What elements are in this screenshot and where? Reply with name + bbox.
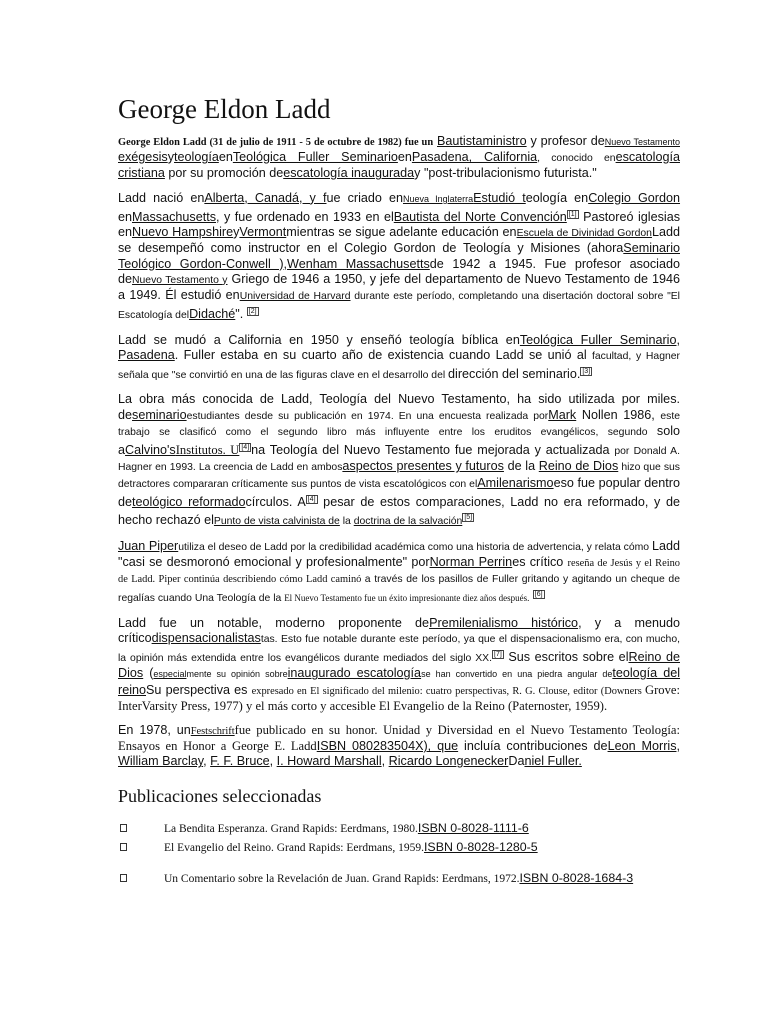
link-harvard[interactable]: Universidad de Harvard	[239, 291, 351, 303]
text: durante este período, completando una disertación doctoral sobre "El Escatología del	[118, 291, 680, 322]
publications-list	[118, 820, 680, 887]
text: tas. Esto fue notable durante este período, ya que el dispensacionalismo era, con mucho, la opinión más extendida entre los evangélicos durante mediados del siglo XX.	[118, 633, 680, 665]
link-nuevo-testamento[interactable]: Nuevo Testamento y	[132, 274, 228, 286]
text: ,	[381, 754, 389, 769]
link-escatologia-inaugurada[interactable]: escatología inaugurada	[283, 166, 415, 181]
link-escuela-divinidad[interactable]: Escuela de Divinidad Gordon	[516, 228, 652, 240]
text: reseña de Jesús y el Reino de Ladd. Piper continúa describiendo cómo Ladd caminó	[118, 557, 680, 585]
text: fue publicado en su honor. Unidad y Diversidad en el Nuevo Testamento Teología: Ensayos en Honor a George E. Ladd	[118, 723, 680, 754]
publication-isbn-link[interactable]: ISBN 0-8028-1684-3	[519, 870, 634, 885]
link-amilenarismo[interactable]: Amilenarismo	[477, 475, 554, 490]
link-teologia[interactable]: teología	[174, 150, 219, 165]
text: en	[218, 150, 233, 165]
text: ".	[235, 307, 244, 322]
text: Griego de 1946 a 1950, y jefe del departamento de Nuevo Testamento de 1946 a 1949. Él estudió en	[118, 271, 681, 303]
link-alberta[interactable]: Alberta, Canadá, y f	[204, 190, 327, 205]
link-exegesis[interactable]: exégesis	[118, 150, 168, 165]
citation-ref[interactable]: [4]	[241, 444, 250, 452]
text: este trabajo se clasificó como el segundo libro más influyente entre los eruditos evangélicos, segundo	[118, 410, 681, 438]
link-seminario[interactable]: seminario	[132, 407, 187, 422]
text: hizo que sus detractores compararan críticamente sus puntos de vista escatológicos con el	[118, 462, 681, 490]
text: na Teología del Nuevo Testamento fue mejorada y actualizada	[251, 443, 615, 458]
citation-ref[interactable]: [4]	[307, 495, 316, 503]
text: Nollen 1986,	[576, 407, 661, 422]
text: eología en	[525, 190, 589, 205]
link-reino-de-dios[interactable]: Reino de Dios	[118, 650, 680, 681]
text: facultad, y Hagner señala que "se convirtió en una de las figuras clave en el desarrollo del	[118, 350, 680, 382]
text: mientras se sigue adelante educación en	[286, 225, 517, 240]
link-doctrina-salvacion[interactable]: doctrina de la salvación	[353, 516, 463, 528]
text: La obra más conocida de Ladd, Teología del Nuevo Testamento, ha sido utilizada por miles. de	[118, 392, 680, 422]
link-teologia-reino[interactable]: teología del reino	[118, 666, 681, 697]
link-daniel-fuller[interactable]: niel Fuller.	[524, 754, 582, 769]
link-festschrift[interactable]: Festschrift	[190, 726, 235, 737]
paragraph-california	[118, 333, 680, 384]
intro-lead: George Eldon Ladd (31 de julio de 1911 - 5 de octubre de 1982) fue un	[118, 137, 434, 148]
text: y	[233, 225, 240, 240]
paragraph-premillennialism	[118, 616, 680, 714]
list-item	[118, 839, 680, 856]
text: Ladd se desempeñó como instructor en el Colegio Gordon de Teología y Misiones (ahora	[118, 225, 680, 256]
intro-paragraph	[118, 134, 680, 182]
text: en	[118, 210, 133, 224]
text: es crítico	[512, 554, 568, 569]
paragraph-festschrift	[118, 723, 680, 770]
link-ricardo-longenecker[interactable]: Ricardo Longenecker	[388, 754, 509, 769]
publication-isbn-link[interactable]: ISBN 0-8028-1111-6	[417, 820, 529, 835]
link-bautista-norte[interactable]: Bautista del Norte Convención	[393, 210, 567, 224]
text: dirección del seminario.	[448, 367, 581, 382]
text: Ladd nació en	[118, 190, 205, 205]
list-item	[118, 870, 680, 887]
text: ,	[203, 754, 211, 769]
publication-title: La Bendita Esperanza. Grand Rapids: Eerdmans, 1980.	[164, 822, 418, 835]
link-fuller-seminary[interactable]: Teológica Fuller Seminario, Pasadena	[118, 332, 680, 362]
link-escatologia-inaugurada[interactable]: inaugurado escatología	[287, 666, 422, 681]
text: ,	[676, 739, 680, 754]
text: Ladd "casi se desmoronó emocional y profesionalmente" por	[118, 538, 680, 569]
link-william-barclay[interactable]: William Barclay	[118, 754, 204, 769]
link-calvinista[interactable]: Punto de vista calvinista de	[213, 516, 340, 528]
paragraph-biography	[118, 191, 680, 324]
page-title: George Eldon Ladd	[118, 94, 331, 124]
text: por su promoción de	[164, 166, 284, 181]
link-dispensacionalistas[interactable]: dispensacionalistas	[151, 630, 261, 645]
text: la	[339, 516, 354, 528]
text: se han convertido en una piedra angular de	[421, 669, 613, 680]
citation-ref[interactable]: [5]	[464, 514, 473, 522]
text: Grove: InterVarsity Press, 1977) y el más corto y accesible El Evangelio de la Reino (Paternoster, 1959).	[118, 682, 680, 713]
text: a través de los pasillos de Fuller gritando y agitando un cheque de regalías cuando Una Teología de la	[118, 574, 680, 605]
text: , y a menudo crítico	[118, 615, 681, 645]
text: utiliza el deseo de Ladd por la credibilidad académica como una historia de advertencia, y relata cómo	[178, 541, 652, 553]
text: Sus escritos sobre el	[503, 650, 629, 665]
link-ff-bruce[interactable]: F. F. Bruce	[210, 754, 270, 769]
link-wenham[interactable]: Wenham Massachusetts	[287, 256, 430, 271]
link-leon-morris[interactable]: Leon Morris	[607, 739, 677, 754]
link-nueva-inglaterra[interactable]: Nueva Inglaterra	[403, 193, 474, 204]
link-massachusetts[interactable]: Massachusetts	[132, 210, 217, 224]
link-aspectos[interactable]: aspectos presentes y futuros	[342, 459, 504, 474]
link-bautista[interactable]: Bautista	[437, 134, 483, 148]
text: de 1942 a 1945. Fue profesor asociado de	[118, 256, 680, 286]
text: En 1978, un	[118, 723, 191, 737]
text: expresado en El significado del milenio: cuatro perspectivas, R. G. Clouse, editor (Downers	[251, 685, 646, 697]
link-juan-piper[interactable]: Juan Piper	[118, 538, 179, 553]
text: pesar de estos comparaciones, Ladd no era reformado, y de hecho rechazó el	[118, 495, 680, 528]
text: Ladd se mudó a California en 1950 y enseñó teología bíblica en	[118, 332, 520, 347]
publication-isbn-link[interactable]: ISBN 0-8028-1280-5	[423, 839, 538, 854]
link-pasadena[interactable]: Pasadena, California	[411, 150, 538, 165]
link-vermont[interactable]: Vermont	[239, 225, 287, 240]
citation-ref[interactable]: [1]	[568, 210, 577, 218]
text: y profesor de	[526, 134, 605, 148]
publication-title: El Evangelio del Reino. Grand Rapids: Eerdmans, 1959.	[164, 841, 424, 854]
text: , conocido en	[537, 153, 616, 165]
link-colegio-gordon[interactable]: Colegio Gordon	[588, 190, 681, 205]
link-ministro[interactable]: ministro	[482, 134, 527, 148]
text: de la	[503, 459, 539, 474]
link-norman-perrin[interactable]: Norman Perrin	[429, 554, 513, 569]
text: , y fue ordenado en 1933 en el	[216, 210, 394, 224]
text: (	[143, 666, 154, 681]
citation-ref[interactable]: [2]	[248, 308, 257, 316]
text: Da	[508, 754, 525, 769]
link-especial[interactable]: especial	[153, 669, 187, 680]
link-nuevo-hampshire[interactable]: Nuevo Hampshire	[132, 225, 234, 240]
text: mente su opinión sobre	[186, 669, 288, 680]
text: y	[167, 150, 175, 165]
text: ue criado en	[326, 190, 403, 205]
publication-title: Un Comentario sobre la Revelación de Juan. Grand Rapids: Eerdmans, 1972.	[164, 872, 520, 885]
link-howard-marshall[interactable]: I. Howard Marshall	[276, 754, 382, 769]
text: Pastoreó iglesias en	[118, 210, 680, 240]
text: El Nuevo Testamento fue un éxito impresionante diez años después.	[284, 593, 530, 604]
text: en	[397, 150, 412, 165]
text: Ladd fue un notable, moderno proponente de	[118, 615, 430, 630]
link-didache[interactable]: Didaché	[189, 307, 236, 322]
paragraph-piper	[118, 539, 680, 607]
text: círculos. A	[245, 495, 306, 509]
text: eso fue popular dentro de	[118, 475, 680, 509]
bullet-icon	[120, 843, 127, 851]
citation-ref[interactable]: [6]	[534, 591, 543, 599]
link-estudio[interactable]: Estudió t	[473, 190, 526, 205]
link-fuller-seminary[interactable]: Teológica Fuller Seminario	[232, 150, 398, 165]
text: por Donald A. Hagner en 1993. La creencia de Ladd en ambos	[118, 446, 680, 474]
text: . Fuller estaba en su cuarto año de existencia cuando Ladd se unió al	[174, 347, 592, 362]
text: solo a	[118, 423, 680, 458]
link-isbn[interactable]: ISBN 080283504X), que	[316, 739, 459, 754]
text: Su perspectiva es	[146, 682, 252, 697]
citation-ref[interactable]: [3]	[582, 368, 591, 376]
link-reino-de-dios[interactable]: Reino de Dios	[538, 459, 619, 474]
bullet-icon	[120, 874, 127, 882]
text: estudiantes desde su publicación en 1974. En una encuesta realizada por	[186, 410, 549, 422]
section-heading-publications: Publicaciones seleccionadas	[118, 785, 322, 806]
paragraph-theology-work	[118, 392, 680, 529]
list-item	[118, 820, 680, 837]
link-premilenialismo[interactable]: Premilenialismo histórico	[429, 615, 579, 630]
link-gordon-conwell[interactable]: Seminario Teológico Gordon-Conwell ),	[118, 241, 680, 271]
link-escatologia-cristiana[interactable]: escatología cristiana	[118, 150, 680, 181]
text: ,	[269, 754, 277, 769]
citation-ref[interactable]: [7]	[494, 651, 502, 658]
link-teologico-reformado[interactable]: teológico reformado	[132, 495, 246, 509]
link-institutos[interactable]: Institutos. U	[175, 443, 240, 458]
link-calvino[interactable]: Calvino's	[125, 443, 176, 458]
link-mark-noll[interactable]: Mark	[548, 407, 577, 422]
text: incluía contribuciones de	[458, 739, 608, 754]
link-nuevo-testamento[interactable]: Nuevo Testamento	[604, 137, 680, 147]
bullet-icon	[120, 824, 127, 832]
text: y "post-tribulacionismo futurista."	[414, 166, 597, 181]
